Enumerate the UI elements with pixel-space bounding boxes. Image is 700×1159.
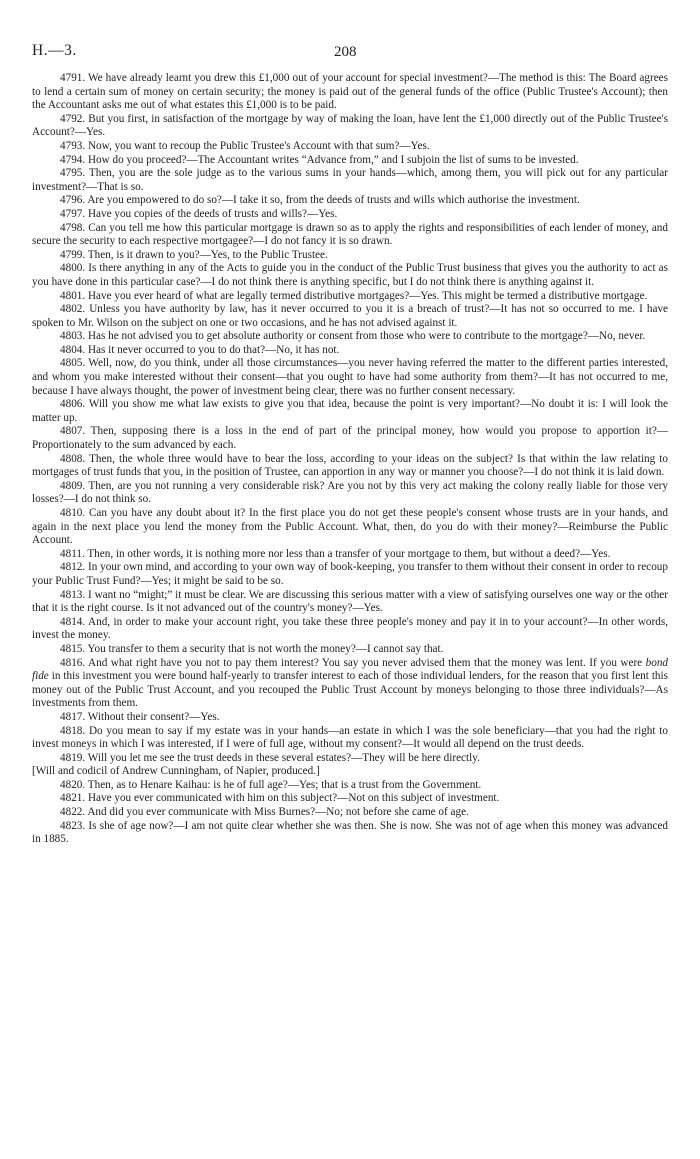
paragraph: 4822. And did you ever communicate with Miss Burnes?—No; not before she came of age. — [60, 806, 469, 819]
paragraph: 4813. I want no “might;” it must be clear. We are discussing this serious matter with a view of satisfying ourselves one way or the other that it is the right course. Is it not advanced out of the country's money?—Yes. — [32, 588, 668, 615]
paragraph: 4807. Then, supposing there is a loss in the end of part of the principal money, how would you propose to apportion it?—Proportionately to the sum advanced by each. — [32, 425, 668, 452]
paragraph: 4812. In your own mind, and according to your own way of book-keeping, you transfer to them without their consent in order to recoup your Public Trust Fund?—Yes; it might be said to be so. — [32, 561, 668, 587]
paragraph: 4823. Is she of age now?—I am not quite clear whether she was then. She is now. She was not of age when this money was advanced in 1885. — [32, 819, 668, 846]
paragraph: 4794. How do you proceed?—The Accountant writes “Advance from,” and I subjoin the list of sums to be invested. — [60, 153, 579, 166]
paragraph: 4814. And, in order to make your account right, you take these three people's money and pay it in to your account?—In other words, invest the money. — [32, 615, 668, 642]
paragraph: 4799. Then, is it drawn to you?—Yes, to the Public Trustee. — [60, 248, 328, 261]
paragraph: 4820. Then, as to Henare Kaihau: is he of full age?—Yes; that is a trust from the Government. — [60, 778, 482, 791]
paragraph: 4801. Have you ever heard of what are legally termed distributive mortgages?—Yes. This might be termed a distributive mortgage. — [60, 289, 648, 302]
paragraph: 4815. You transfer to them a security that is not worth the money?—I cannot say that. — [60, 642, 444, 655]
paragraph: 4803. Has he not advised you to get absolute authority or consent from those who were to contribute to the mortgage?—No, never. — [60, 330, 646, 343]
paragraph: 4798. Can you tell me how this particular mortgage is drawn so as to apply the rights and responsibilities of each lender of money, and secure the security to each respective mortgagee?—I do not fancy it is so drawn. — [32, 221, 668, 248]
paragraph: 4806. Will you show me what law exists to give you that idea, because the point is very important?—No doubt it is: I will look the matter up. — [32, 398, 668, 424]
paragraph: 4800. Is there anything in any of the Acts to guide you in the conduct of the Public Trust business that gives you the authority to act as you have done in this particular case?—I do not think there is anything specific, but I do not think there is anything against it. — [32, 262, 668, 288]
paragraph: 4821. Have you ever communicated with him on this subject?—Not on this subject of investment. — [60, 792, 500, 805]
paragraph: 4792. But you first, in satisfaction of the mortgage by way of making the loan, have lent the £1,000 directly out of the Public Trustee's Account?—Yes. — [32, 112, 668, 139]
paragraph: 4793. Now, you want to recoup the Public Trustee's Account with that sum?—Yes. — [60, 139, 430, 152]
paragraph: 4796. Are you empowered to do so?—I take it so, from the deeds of trusts and wills which authorise the investment. — [60, 194, 580, 207]
paragraph: 4816. And what right have you not to pay them interest? You say you never advised them that the money was lent. If you were bond fide in this investment you were bound half-yearly to transfer interest to each of those individual lenders, for the reason that you first lent this money out of the Public Trust Account, and you recouped the Public Trust Account by moneys belonging to those three individuals?—As investments from them. — [32, 656, 668, 710]
document-body — [32, 72, 668, 847]
paragraph: 4808. Then, the whole three would have to bear the loss, according to your ideas on the subject? Is that within the law relating to mortgages of trust funds that you, in the position of Trustee, can apportion in any way or manner you choose?—I do not think it is laid down. — [32, 452, 668, 479]
paragraph: 4797. Have you copies of the deeds of trusts and wills?—Yes. — [60, 207, 338, 220]
document-reference: H.—3. — [32, 42, 77, 59]
paragraph: 4817. Without their consent?—Yes. — [60, 710, 220, 723]
paragraph: 4804. Has it never occurred to you to do that?—No, it has not. — [60, 343, 340, 356]
paragraph: 4819. Will you let me see the trust deeds in these several estates?—They will be here directly. — [60, 751, 480, 764]
paragraph: 4811. Then, in other words, it is nothing more nor less than a transfer of your mortgage to them, but without a deed?—Yes. — [60, 547, 611, 560]
paragraph: 4791. We have already learnt you drew this £1,000 out of your account for special investment?—The method is this: The Board agrees to lend a certain sum of money on certain security; the money is paid out of the general funds of the office (Public Trustee's Account); then the Accountant asks me out of what estates this £1,000 is to be paid. — [32, 72, 668, 112]
paragraph: 4795. Then, you are the sole judge as to the various sums in your hands—which, among them, you will pick out for any particular investment?—That is so. — [32, 167, 668, 193]
italic-phrase: bond fide — [32, 656, 668, 683]
paragraph: 4810. Can you have any doubt about it? In the first place you do not get these people's consent whose trusts are in your hands, and again in the next place you lend the money from the Public Account. What, then, do you do with their money?—Reimburse the Public Account. — [32, 507, 668, 547]
exhibit-note: [Will and codicil of Andrew Cunningham, of Napier, produced.] — [32, 765, 320, 778]
paragraph: 4805. Well, now, do you think, under all those circumstances—you never having referred the matter to the different parties interested, and whom you make interested without their consent—that you ought to have had some authority from them?—It has not occurred to me, because I have always thought, the power of investment being clear, there was no further consent necessary. — [32, 357, 668, 397]
paragraph: 4802. Unless you have authority by law, has it never occurred to you it is a breach of trust?—It has not so occurred to me. I have spoken to Mr. Wilson on the subject on one or two occasions, and he has not advised against it. — [32, 303, 668, 329]
paragraph: 4809. Then, are you not running a very considerable risk? Are you not by this very act making the colony really liable for those very losses?—I do not think so. — [32, 479, 668, 506]
paragraph: 4818. Do you mean to say if my estate was in your hands—an estate in which I was the sole beneficiary—that you had the right to invest moneys in which I was interested, if I were of full age, without my consent?—It would all depend on the trust deeds. — [32, 724, 668, 751]
page-number: 208 — [334, 44, 357, 60]
